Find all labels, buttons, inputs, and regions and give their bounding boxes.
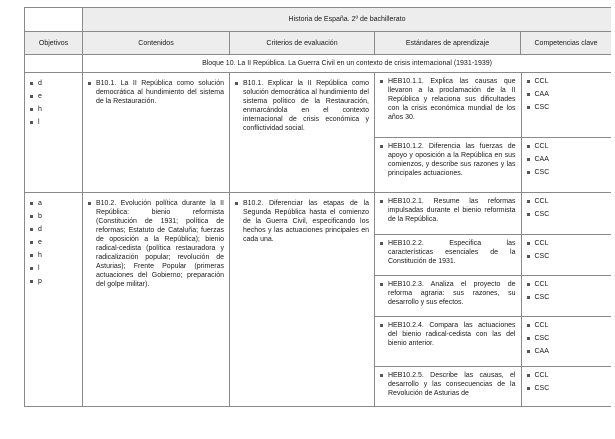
- criterio-item: B10.2. Diferenciar las etapas de la Segunda República hasta el comienzo de la Guerra Civil, especificando los hechos y las actuaciones principales en cada una.: [235, 199, 369, 244]
- estandar-row: [375, 366, 611, 406]
- col-head-contenidos: Contenidos: [83, 32, 230, 55]
- competencias-cell: [521, 366, 611, 406]
- estandar-text: HEB10.1.1. Explica las causas que llevaron a la proclamación de la II República y relaciona sus dificultades con la crisis económica mundial de los años 30.: [380, 77, 516, 122]
- estandares-block: [375, 193, 612, 407]
- estandar-cell: [375, 234, 521, 275]
- estandar-cell: [375, 275, 521, 316]
- competencia-item: CCL: [527, 321, 608, 330]
- estandar-cell: [375, 366, 521, 406]
- competencia-item: CSC: [527, 293, 608, 302]
- table-title: Historia de España. 2º de bachillerato: [83, 8, 612, 32]
- competencia-item: CSC: [527, 168, 608, 177]
- objetivos-cell: [25, 193, 83, 407]
- col-head-objetivos: Objetivos: [25, 32, 83, 55]
- criterios-cell: [230, 73, 375, 193]
- objetivo-item: e: [30, 92, 77, 101]
- competencia-item: CCL: [527, 239, 608, 248]
- competencia-item: CCL: [527, 371, 608, 380]
- estandar-row: [375, 193, 611, 234]
- objetivos-cell: [25, 73, 83, 193]
- competencia-item: CCL: [527, 77, 608, 86]
- criterios-cell: [230, 193, 375, 407]
- estandar-cell: [375, 193, 521, 234]
- objetivo-item: h: [30, 105, 77, 114]
- objetivo-item: h: [30, 251, 77, 260]
- objetivo-item: a: [30, 199, 77, 208]
- col-head-competencias: Competencias clave: [521, 32, 612, 55]
- competencias-cell: [521, 137, 611, 192]
- criterio-item: B10.1. Explicar la II República como solución democrática al hundimiento del sistema político de la Restauración, enmarcándola en el contexto internacional de crisis económica y conflictividad social.: [235, 79, 369, 133]
- estandar-row: [375, 137, 611, 192]
- empty-corner-cell: [25, 8, 83, 32]
- estandar-cell: [375, 316, 521, 366]
- competencia-item: CCL: [527, 142, 608, 151]
- objetivo-item: d: [30, 225, 77, 234]
- estandar-text: HEB10.2.1. Resume las reformas impulsadas durante el bienio reformista de la República.: [380, 197, 516, 224]
- estandar-row: [375, 275, 611, 316]
- estandar-text: HEB10.2.4. Compara las actuaciones del bienio radical-cedista con las del bienio anterior.: [380, 321, 516, 348]
- competencias-cell: [521, 73, 611, 137]
- col-head-criterios: Criterios de evaluación: [230, 32, 375, 55]
- table-row: [25, 73, 612, 193]
- estandares-block: [375, 73, 612, 193]
- estandar-text: HEB10.2.2. Especifica las características esenciales de la Constitución de 1931.: [380, 239, 516, 266]
- competencia-item: CSC: [527, 252, 608, 261]
- estandar-text: HEB10.2.3. Analiza el proyecto de reforma agraria: sus razones, su desarrollo y sus efectos.: [380, 280, 516, 307]
- competencia-item: CCL: [527, 197, 608, 206]
- estandar-row: [375, 73, 611, 137]
- objetivo-item: p: [30, 277, 77, 286]
- competencia-item: CSC: [527, 210, 608, 219]
- competencias-cell: [521, 234, 611, 275]
- competencia-item: CSC: [527, 384, 608, 393]
- competencias-cell: [521, 193, 611, 234]
- contenidos-cell: [83, 193, 230, 407]
- competencia-item: CAA: [527, 347, 608, 356]
- objetivo-item: l: [30, 118, 77, 127]
- objetivo-item: d: [30, 79, 77, 88]
- competencias-cell: [521, 275, 611, 316]
- estandar-text: HEB10.1.2. Diferencia las fuerzas de apoyo y oposición a la República en sus comienzos, y describe sus razones y las principales actuaciones.: [380, 142, 516, 178]
- table-row: [25, 193, 612, 407]
- competencia-item: CAA: [527, 90, 608, 99]
- bloque-heading: Bloque 10. La II República. La Guerra Civil en un contexto de crisis internacional (1931-1939): [83, 55, 612, 73]
- estandar-text: HEB10.2.5. Describe las causas, el desarrollo y las consecuencias de la Revolución de Asturias de: [380, 371, 516, 398]
- objetivo-item: l: [30, 264, 77, 273]
- document-page: [24, 7, 611, 439]
- competencia-item: CSC: [527, 103, 608, 112]
- empty-bloque-left-cell: [25, 55, 83, 73]
- estandar-row: [375, 234, 611, 275]
- objetivo-item: b: [30, 212, 77, 221]
- competencia-item: CSC: [527, 334, 608, 343]
- estandar-cell: [375, 137, 521, 192]
- competencia-item: CAA: [527, 155, 608, 164]
- competencias-cell: [521, 316, 611, 366]
- contenido-item: B10.2. Evolución política durante la II República: bienio reformista (Constitución de 1931; política de reformas; Estatuto de Cataluña; fuerzas de oposición a la República); bienio radical-cedista (política restauradora y radicalización popular; revolución de Asturias); Frente Popular (primeras actuaciones del Gobierno; preparación del golpe militar).: [88, 199, 224, 289]
- curriculum-table: [24, 7, 611, 407]
- col-head-estandares: Estándares de aprendizaje: [375, 32, 521, 55]
- contenidos-cell: [83, 73, 230, 193]
- competencia-item: CCL: [527, 280, 608, 289]
- estandar-row: [375, 316, 611, 366]
- estandar-cell: [375, 73, 521, 137]
- contenido-item: B10.1. La II República como solución democrática al hundimiento del sistema de la Restauración.: [88, 79, 224, 106]
- objetivo-item: e: [30, 238, 77, 247]
